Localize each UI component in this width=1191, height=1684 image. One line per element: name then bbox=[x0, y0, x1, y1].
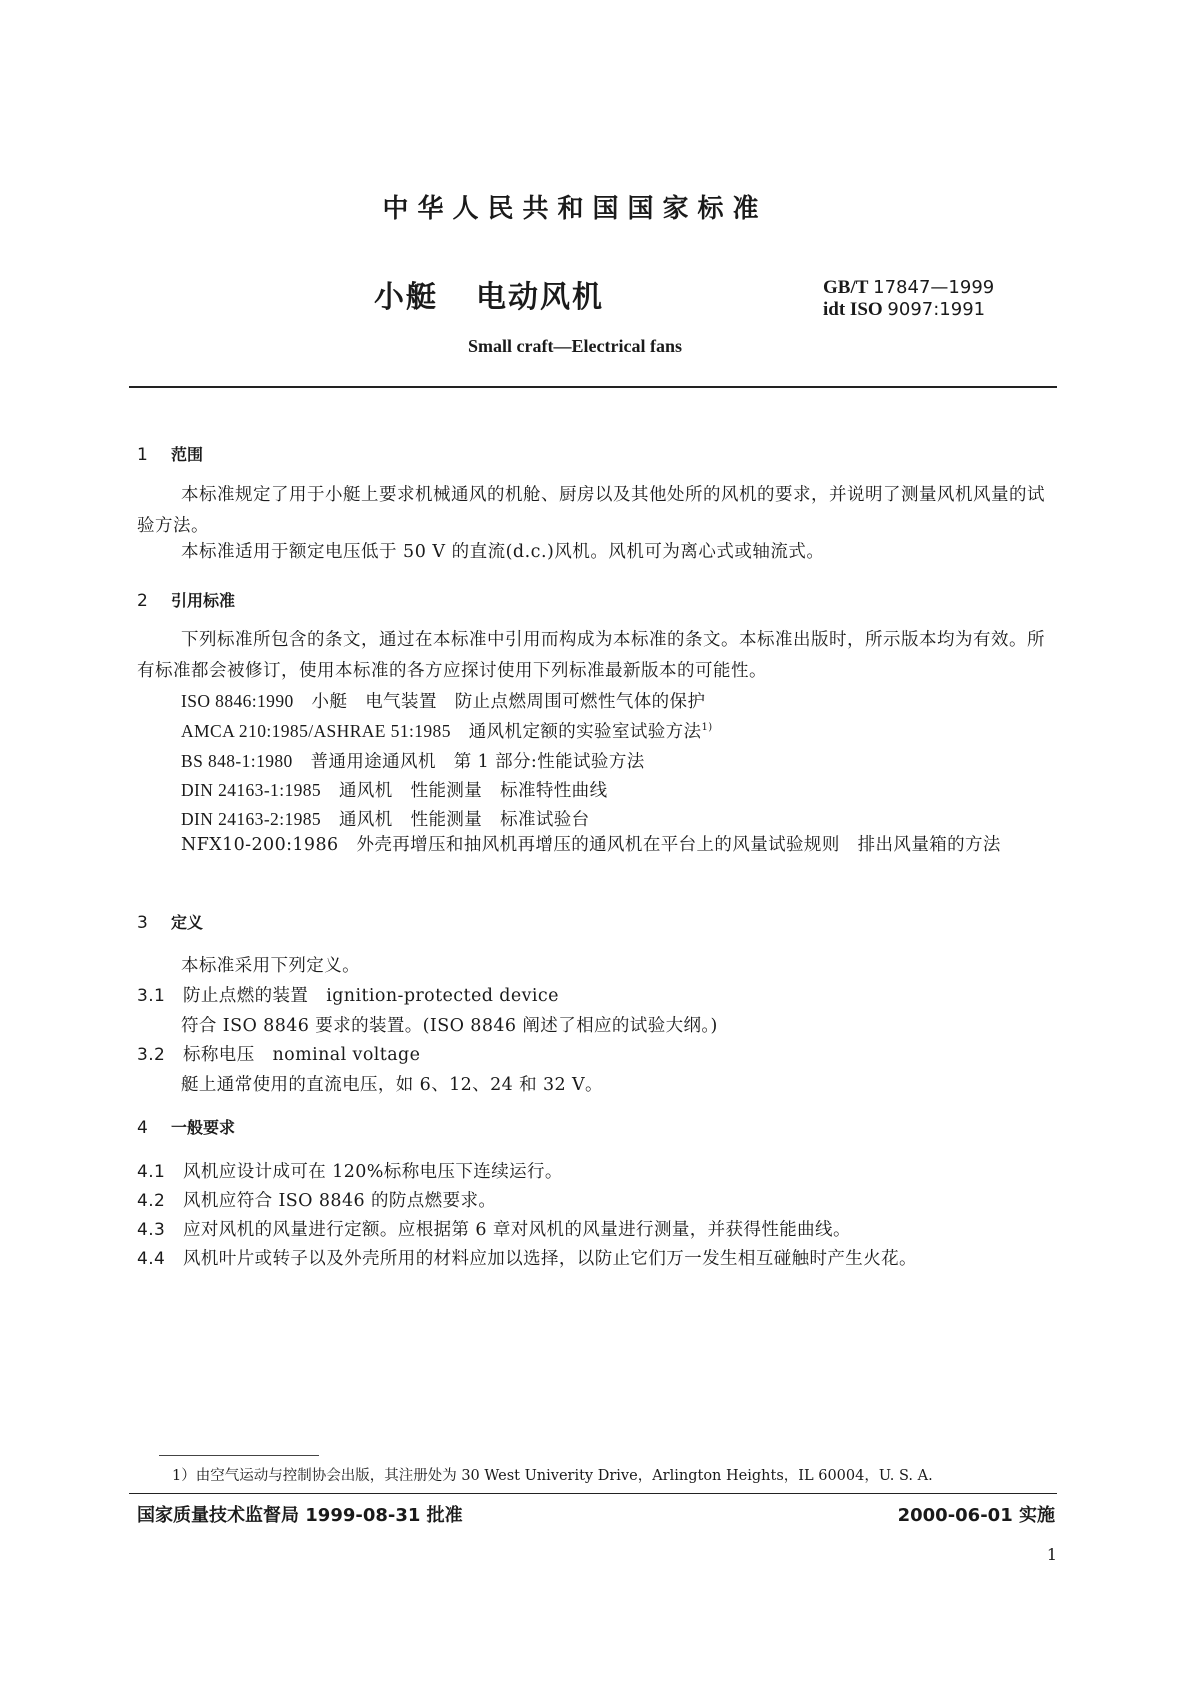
clause-number: 3.1 bbox=[137, 986, 166, 1006]
page-number: 1 bbox=[1046, 1545, 1057, 1564]
clause-number: 4.2 bbox=[137, 1191, 166, 1211]
clause-item bbox=[137, 1187, 496, 1212]
section-1-paragraph-1: 本标准规定了用于小艇上要求机械通风的机舱、厨房以及其他处所的风机的要求，并说明了测量风机风量的试验方法。 bbox=[137, 485, 1045, 536]
clause-item bbox=[137, 1216, 851, 1241]
footnote-marker: 1) bbox=[701, 722, 713, 734]
section-number: 2 bbox=[137, 591, 148, 611]
reference-code: DIN 24163-1:1985 bbox=[181, 780, 322, 800]
reference-title: 小艇 电气装置 防止点燃周围可燃性气体的保护 bbox=[311, 692, 706, 712]
header-divider bbox=[129, 386, 1057, 388]
implementation-date: 2000-06-01 实施 bbox=[897, 1505, 1055, 1526]
definition-text: 艇上通常使用的直流电压，如 6、12、24 和 32 V。 bbox=[181, 1075, 603, 1095]
section-1-heading bbox=[137, 442, 203, 465]
reference-title: 通风机 性能测量 标准特性曲线 bbox=[338, 781, 608, 801]
section-4-heading bbox=[137, 1115, 235, 1138]
term-text: 防止点燃的装置 ignition-protected device bbox=[183, 986, 559, 1006]
reference-code: AMCA 210:1985/ASHRAE 51:1985 bbox=[181, 721, 451, 741]
reference-code: ISO 8846:1990 bbox=[181, 691, 294, 711]
definition-term bbox=[137, 1041, 420, 1066]
footer-divider bbox=[129, 1493, 1057, 1494]
term-text: 标称电压 nominal voltage bbox=[183, 1045, 421, 1065]
reference-item bbox=[181, 830, 1191, 861]
section-2-heading bbox=[137, 588, 235, 611]
definition-term bbox=[137, 982, 559, 1007]
section-3-intro: 本标准采用下列定义。 bbox=[181, 956, 360, 976]
std-number: 17847—1999 bbox=[873, 277, 995, 298]
reference-item bbox=[181, 718, 713, 743]
reference-code: NFX10-200:1986 bbox=[181, 835, 339, 855]
section-3-heading bbox=[137, 910, 203, 933]
section-title: 引用标准 bbox=[171, 591, 236, 610]
section-2-paragraph-1: 下列标准所包含的条文，通过在本标准中引用而构成为本标准的条文。本标准出版时，所示版本均为有效。所有标准都会被修订，使用本标准的各方应探讨使用下列标准最新版本的可能性。 bbox=[137, 630, 1045, 681]
reference-item bbox=[181, 777, 607, 802]
clause-item bbox=[137, 1245, 917, 1270]
reference-title: 外壳再增压和抽风机再增压的通风机在平台上的风量试验规则 排出风量箱的方法 bbox=[356, 835, 1001, 855]
document-title-en: Small craft—Electrical fans bbox=[468, 336, 682, 356]
section-title: 定义 bbox=[171, 913, 204, 932]
section-number: 3 bbox=[137, 913, 148, 933]
clause-item bbox=[137, 1158, 563, 1183]
clause-text: 风机应设计成可在 120%标称电压下连续运行。 bbox=[183, 1162, 563, 1182]
clause-text: 风机叶片或转子以及外壳所用的材料应加以选择，以防止它们万一发生相互碰触时产生火花。 bbox=[183, 1249, 917, 1269]
reference-title: 通风机定额的实验室试验方法 bbox=[468, 722, 702, 742]
section-number: 1 bbox=[137, 445, 148, 465]
document-title-cn bbox=[374, 272, 604, 316]
clause-number: 4.1 bbox=[137, 1162, 166, 1182]
reference-code: DIN 24163-2:1985 bbox=[181, 809, 322, 829]
reference-title: 普通用途通风机 第 1 部分:性能试验方法 bbox=[310, 752, 645, 772]
reference-code: BS 848-1:1980 bbox=[181, 751, 293, 771]
idt-number: 9097:1991 bbox=[887, 299, 986, 320]
clause-number: 4.4 bbox=[137, 1249, 166, 1269]
reference-item bbox=[181, 748, 645, 773]
approval-date: 国家质量技术监督局 1999-08-31 批准 bbox=[137, 1505, 463, 1526]
std-prefix: GB/T bbox=[823, 277, 869, 298]
reference-item bbox=[181, 806, 590, 831]
clause-text: 风机应符合 ISO 8846 的防点燃要求。 bbox=[183, 1191, 497, 1211]
national-standard-heading: 中华人民共和国国家标准 bbox=[382, 194, 768, 224]
definition-text: 符合 ISO 8846 要求的装置。(ISO 8846 阐述了相应的试验大纲。) bbox=[181, 1016, 718, 1036]
idt-prefix: idt ISO bbox=[823, 299, 883, 320]
section-1-paragraph-2: 本标准适用于额定电压低于 50 V 的直流(d.c.)风机。风机可为离心式或轴流式。 bbox=[181, 542, 825, 562]
section-title: 一般要求 bbox=[171, 1118, 236, 1137]
standard-number-block bbox=[823, 277, 994, 321]
title-cn-part1: 小艇 bbox=[374, 280, 438, 315]
footnote: 1）由空气运动与控制协会出版，其注册处为 30 West Univerity Drive，Arlington Heights，IL 60004，U. S. A. bbox=[172, 1468, 933, 1484]
section-number: 4 bbox=[137, 1118, 148, 1138]
clause-text: 应对风机的风量进行定额。应根据第 6 章对风机的风量进行测量，并获得性能曲线。 bbox=[183, 1220, 851, 1240]
footnote-divider bbox=[159, 1455, 319, 1456]
title-cn-part2: 电动风机 bbox=[476, 280, 604, 315]
reference-item bbox=[181, 688, 705, 713]
clause-number: 3.2 bbox=[137, 1045, 166, 1065]
reference-title: 通风机 性能测量 标准试验台 bbox=[338, 810, 590, 830]
section-title: 范围 bbox=[171, 445, 204, 464]
clause-number: 4.3 bbox=[137, 1220, 166, 1240]
